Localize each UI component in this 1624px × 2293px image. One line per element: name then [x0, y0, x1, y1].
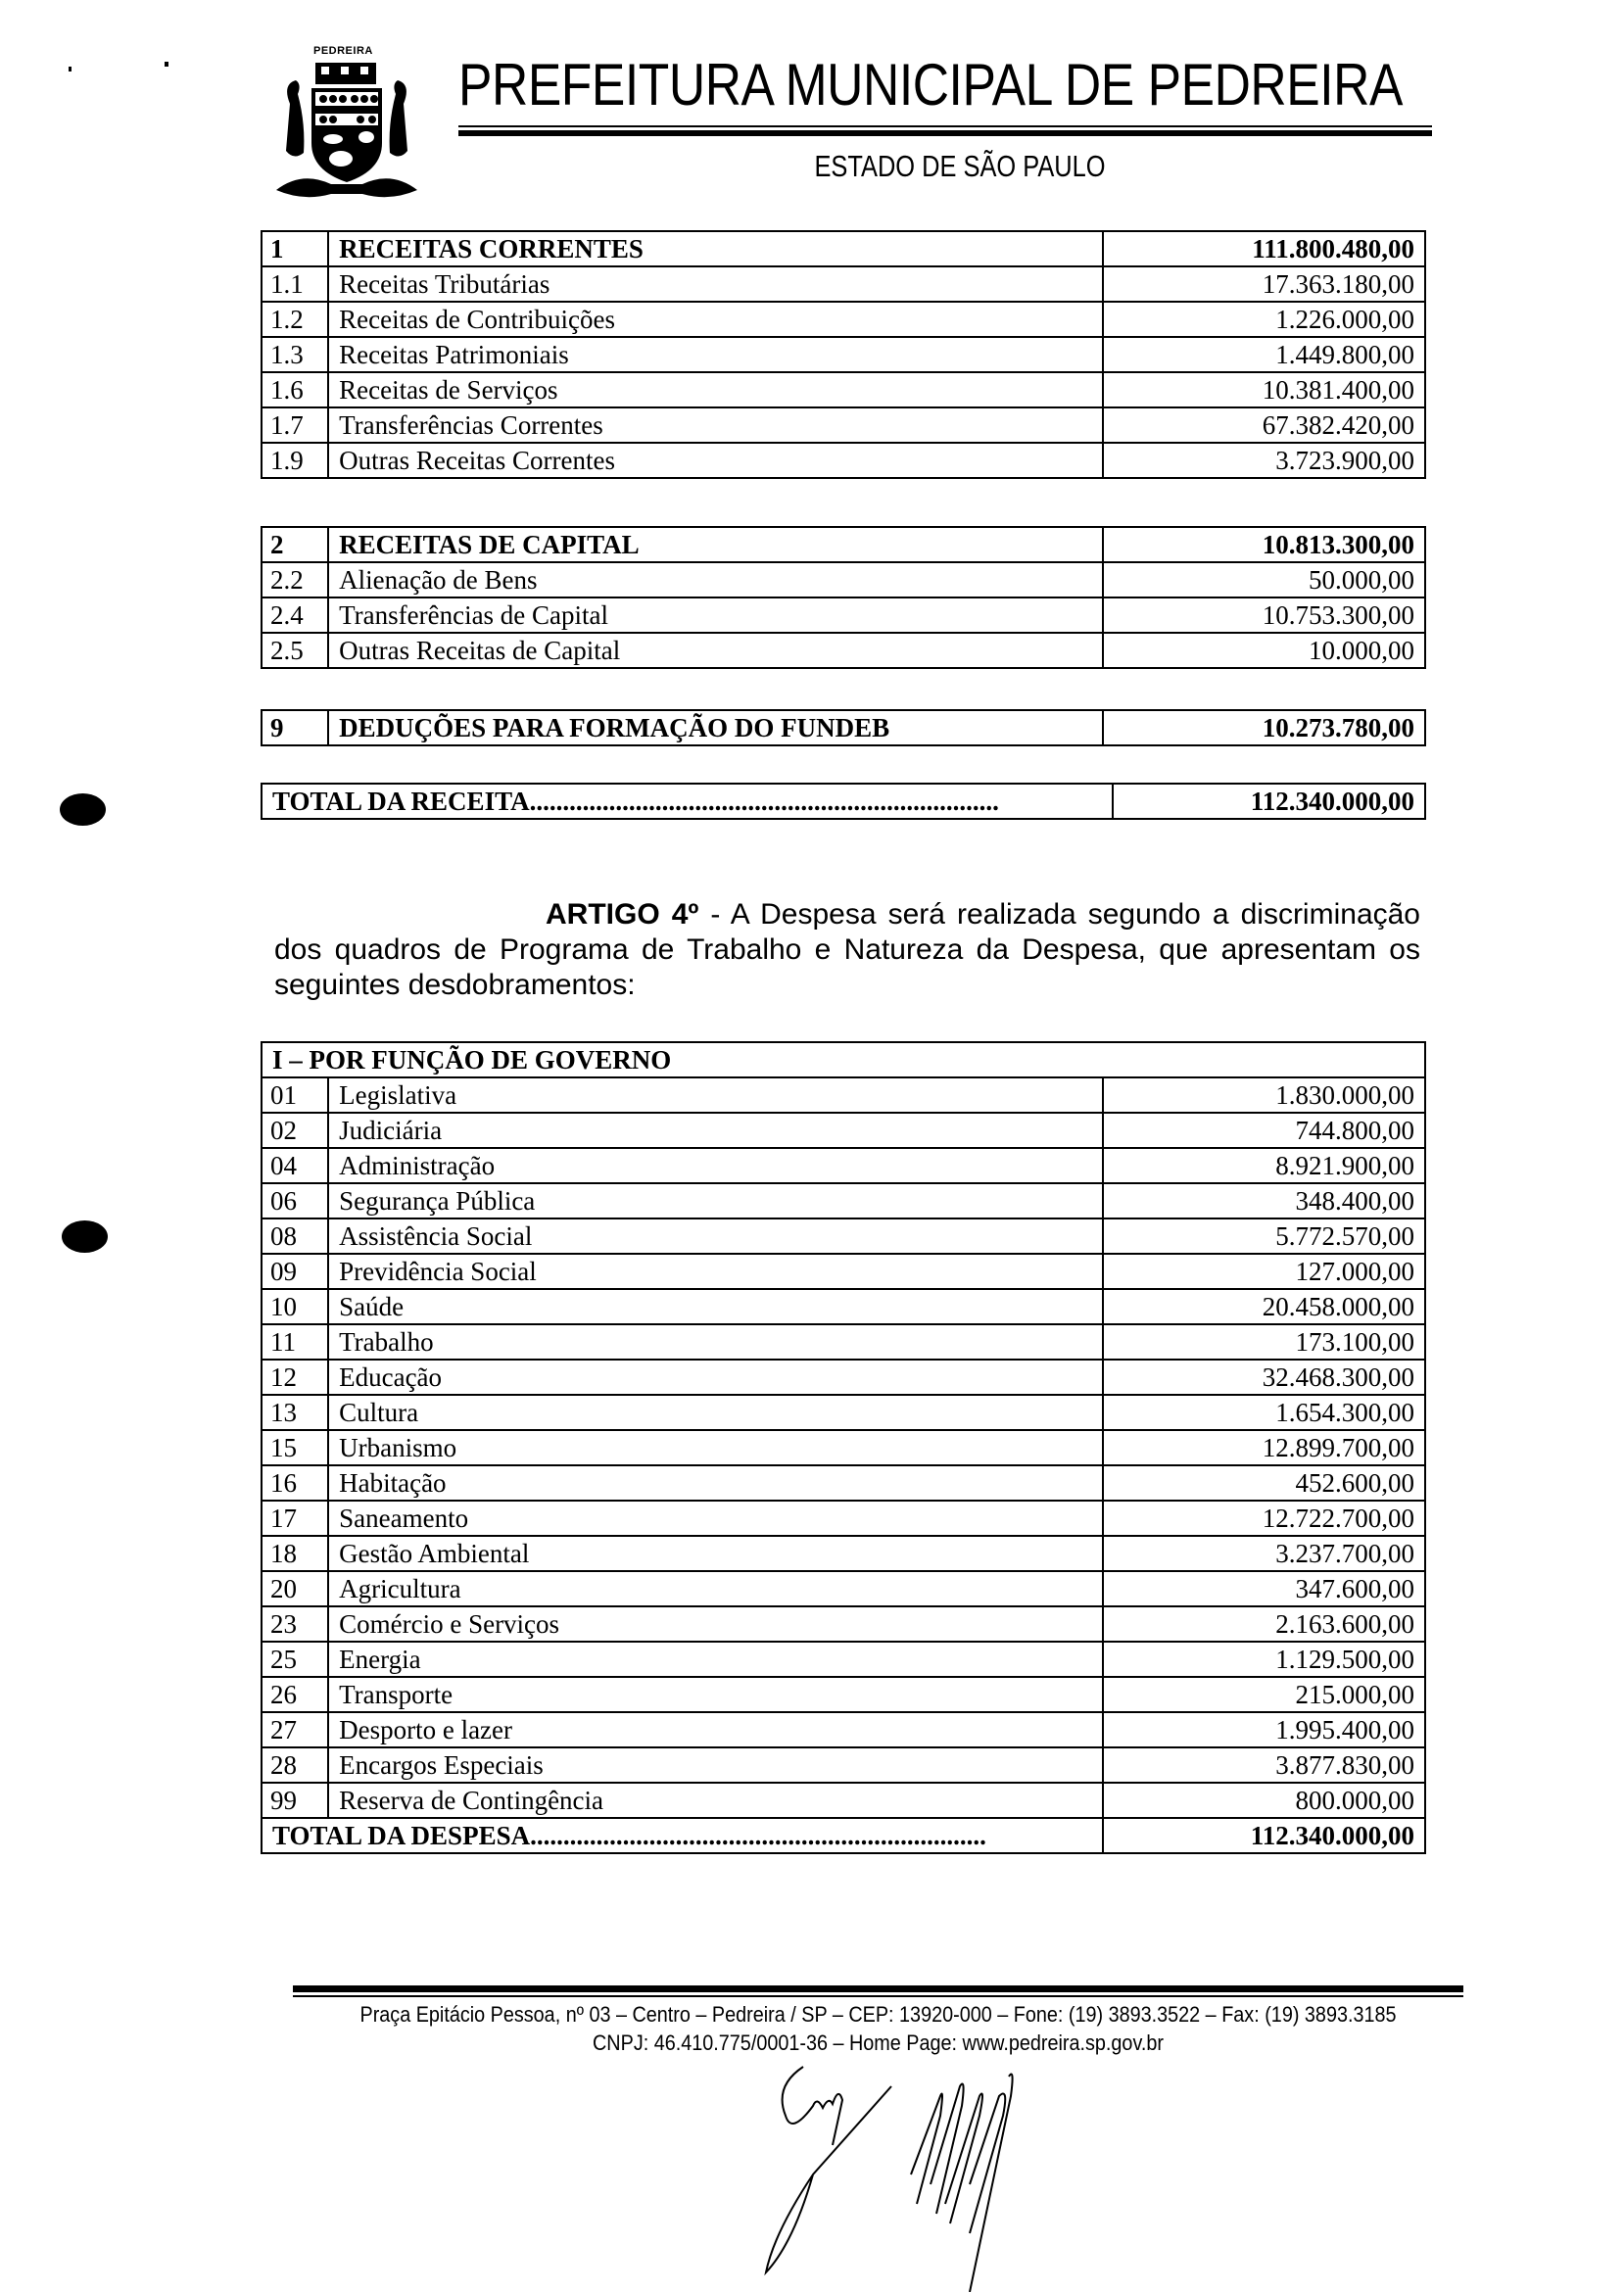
deducoes-table — [261, 709, 1426, 746]
table-row — [262, 562, 1425, 597]
table-row — [262, 443, 1425, 478]
value-cell: 3.237.700,00 — [1103, 1536, 1425, 1571]
value-cell: 12.899.700,00 — [1103, 1430, 1425, 1465]
value-cell: 8.921.900,00 — [1103, 1148, 1425, 1183]
table-header-row — [262, 527, 1425, 562]
table-row — [262, 1536, 1425, 1571]
value-cell: 10.813.300,00 — [1103, 527, 1425, 562]
artigo-paragraph — [274, 897, 1420, 1003]
label-cell: Transferências Correntes — [328, 407, 1103, 443]
table-row — [262, 1395, 1425, 1430]
code-cell: 2.4 — [262, 597, 328, 633]
code-cell: 20 — [262, 1571, 328, 1606]
table-row — [262, 1254, 1425, 1289]
code-cell: 11 — [262, 1324, 328, 1360]
table-total-row — [262, 1818, 1425, 1853]
code-cell: 17 — [262, 1501, 328, 1536]
table-row — [262, 1430, 1425, 1465]
code-cell: 26 — [262, 1677, 328, 1712]
label-cell: Saneamento — [328, 1501, 1103, 1536]
code-cell: 08 — [262, 1218, 328, 1254]
value-cell: 800.000,00 — [1103, 1783, 1425, 1818]
code-cell: 1.7 — [262, 407, 328, 443]
value-cell: 5.772.570,00 — [1103, 1218, 1425, 1254]
table-row — [262, 597, 1425, 633]
table-row — [262, 1113, 1425, 1148]
label-cell: Judiciária — [328, 1113, 1103, 1148]
label-cell: Receitas Patrimoniais — [328, 337, 1103, 372]
scan-mark — [165, 62, 168, 67]
code-cell: 23 — [262, 1606, 328, 1642]
signature — [744, 2057, 1195, 2292]
label-cell: Urbanismo — [328, 1430, 1103, 1465]
label-cell: Legislativa — [328, 1077, 1103, 1113]
label-cell: Gestão Ambiental — [328, 1536, 1103, 1571]
table-row — [262, 1606, 1425, 1642]
table-row — [262, 337, 1425, 372]
value-cell: 452.600,00 — [1103, 1465, 1425, 1501]
table-row — [262, 784, 1425, 819]
punch-hole — [62, 1220, 108, 1253]
code-cell: 1.9 — [262, 443, 328, 478]
code-cell: 1.2 — [262, 302, 328, 337]
label-cell: Trabalho — [328, 1324, 1103, 1360]
table-row — [262, 1677, 1425, 1712]
code-cell: 16 — [262, 1465, 328, 1501]
label-cell: Desporto e lazer — [328, 1712, 1103, 1747]
label-cell: Receitas de Serviços — [328, 372, 1103, 407]
page-subtitle: ESTADO DE SÃO PAULO — [814, 149, 1106, 183]
code-cell: 2.5 — [262, 633, 328, 668]
code-cell: 1.3 — [262, 337, 328, 372]
value-cell: 1.830.000,00 — [1103, 1077, 1425, 1113]
table-row — [262, 633, 1425, 668]
table-row — [262, 1747, 1425, 1783]
footer-cnpj: CNPJ: 46.410.775/0001-36 – Home Page: www.pedreira.sp.gov.br — [593, 2030, 1164, 2055]
value-cell: 347.600,00 — [1103, 1571, 1425, 1606]
footer-rule — [293, 1985, 1463, 1992]
label-cell: Encargos Especiais — [328, 1747, 1103, 1783]
code-cell: 18 — [262, 1536, 328, 1571]
total-value: 112.340.000,00 — [1103, 1818, 1425, 1853]
code-cell: 27 — [262, 1712, 328, 1747]
code-cell: 01 — [262, 1077, 328, 1113]
value-cell: 10.753.300,00 — [1103, 597, 1425, 633]
code-cell: 04 — [262, 1148, 328, 1183]
table-row — [262, 1712, 1425, 1747]
value-cell: 127.000,00 — [1103, 1254, 1425, 1289]
table-row — [262, 1148, 1425, 1183]
table-row — [262, 407, 1425, 443]
value-cell: 67.382.420,00 — [1103, 407, 1425, 443]
label-cell: Transporte — [328, 1677, 1103, 1712]
label-cell: Receitas Tributárias — [328, 266, 1103, 302]
label-cell: Educação — [328, 1360, 1103, 1395]
label-cell: Saúde — [328, 1289, 1103, 1324]
total-label: TOTAL DA DESPESA..................................................................... — [262, 1818, 1103, 1853]
value-cell: 10.381.400,00 — [1103, 372, 1425, 407]
table-row — [262, 1642, 1425, 1677]
table-row — [262, 302, 1425, 337]
value-cell: 111.800.480,00 — [1103, 231, 1425, 266]
code-cell: 09 — [262, 1254, 328, 1289]
value-cell: 12.722.700,00 — [1103, 1501, 1425, 1536]
despesa-funcao-table — [261, 1041, 1426, 1854]
value-cell: 10.273.780,00 — [1103, 710, 1425, 745]
code-cell: 28 — [262, 1747, 328, 1783]
coat-of-arms-logo — [272, 45, 421, 202]
label-cell: RECEITAS DE CAPITAL — [328, 527, 1103, 562]
label-cell: Outras Receitas Correntes — [328, 443, 1103, 478]
value-cell: 1.995.400,00 — [1103, 1712, 1425, 1747]
table-row — [262, 1324, 1425, 1360]
value-cell: 1.226.000,00 — [1103, 302, 1425, 337]
label-cell: Habitação — [328, 1465, 1103, 1501]
total-label: TOTAL DA RECEITA....................................................................... — [262, 784, 1113, 819]
value-cell: 1.129.500,00 — [1103, 1642, 1425, 1677]
total-receita-table — [261, 783, 1426, 820]
table-row — [262, 1218, 1425, 1254]
table-title: I – POR FUNÇÃO DE GOVERNO — [262, 1042, 1425, 1077]
footer-address: Praça Epitácio Pessoa, nº 03 – Centro – Pedreira / SP – CEP: 13920-000 – Fone: (19) 3893.3522 – Fax: (19) 3893.3185 — [359, 2002, 1397, 2027]
value-cell: 1.654.300,00 — [1103, 1395, 1425, 1430]
value-cell: 744.800,00 — [1103, 1113, 1425, 1148]
page-title: PREFEITURA MUNICIPAL DE PEDREIRA — [458, 52, 1403, 118]
code-cell: 1.6 — [262, 372, 328, 407]
value-cell: 3.723.900,00 — [1103, 443, 1425, 478]
receitas-correntes-table — [261, 230, 1426, 479]
table-row — [262, 1783, 1425, 1818]
table-row — [262, 1571, 1425, 1606]
value-cell: 3.877.830,00 — [1103, 1747, 1425, 1783]
label-cell: Assistência Social — [328, 1218, 1103, 1254]
label-cell: Reserva de Contingência — [328, 1783, 1103, 1818]
code-cell: 02 — [262, 1113, 328, 1148]
label-cell: Energia — [328, 1642, 1103, 1677]
code-cell: 2.2 — [262, 562, 328, 597]
value-cell: 50.000,00 — [1103, 562, 1425, 597]
code-cell: 10 — [262, 1289, 328, 1324]
table-row — [262, 1289, 1425, 1324]
value-cell: 20.458.000,00 — [1103, 1289, 1425, 1324]
value-cell: 348.400,00 — [1103, 1183, 1425, 1218]
table-title-row — [262, 1042, 1425, 1077]
coat-of-arms-icon — [272, 45, 421, 202]
code-cell: 25 — [262, 1642, 328, 1677]
footer-rule — [293, 1995, 1463, 1997]
label-cell: Comércio e Serviços — [328, 1606, 1103, 1642]
label-cell: Segurança Pública — [328, 1183, 1103, 1218]
scan-mark — [69, 67, 72, 72]
code-cell: 2 — [262, 527, 328, 562]
label-cell: Transferências de Capital — [328, 597, 1103, 633]
value-cell: 17.363.180,00 — [1103, 266, 1425, 302]
label-cell: Administração — [328, 1148, 1103, 1183]
table-row — [262, 266, 1425, 302]
table-row — [262, 1077, 1425, 1113]
logo-label: PEDREIRA — [313, 45, 373, 57]
value-cell: 173.100,00 — [1103, 1324, 1425, 1360]
table-row — [262, 1501, 1425, 1536]
artigo-heading: ARTIGO 4º — [546, 898, 699, 931]
table-header-row — [262, 231, 1425, 266]
receitas-capital-table — [261, 526, 1426, 669]
code-cell: 06 — [262, 1183, 328, 1218]
value-cell: 2.163.600,00 — [1103, 1606, 1425, 1642]
table-row — [262, 710, 1425, 745]
label-cell: Alienação de Bens — [328, 562, 1103, 597]
header-rule — [458, 130, 1432, 136]
code-cell: 15 — [262, 1430, 328, 1465]
artigo-text: - A Despesa será realizada segundo a discriminação dos quadros de Programa de Trabalho e Natureza da Despesa, que apresentam os seguintes desdobramentos: — [274, 898, 1420, 1001]
code-cell: 99 — [262, 1783, 328, 1818]
code-cell: 1 — [262, 231, 328, 266]
code-cell: 1.1 — [262, 266, 328, 302]
value-cell: 1.449.800,00 — [1103, 337, 1425, 372]
value-cell: 215.000,00 — [1103, 1677, 1425, 1712]
punch-hole — [60, 793, 106, 826]
label-cell: Cultura — [328, 1395, 1103, 1430]
code-cell: 13 — [262, 1395, 328, 1430]
label-cell: Outras Receitas de Capital — [328, 633, 1103, 668]
label-cell: Agricultura — [328, 1571, 1103, 1606]
code-cell: 12 — [262, 1360, 328, 1395]
code-cell: 9 — [262, 710, 328, 745]
label-cell: RECEITAS CORRENTES — [328, 231, 1103, 266]
table-row — [262, 372, 1425, 407]
label-cell: DEDUÇÕES PARA FORMAÇÃO DO FUNDEB — [328, 710, 1103, 745]
table-row — [262, 1360, 1425, 1395]
header-rule — [458, 125, 1432, 127]
label-cell: Receitas de Contribuições — [328, 302, 1103, 337]
value-cell: 32.468.300,00 — [1103, 1360, 1425, 1395]
label-cell: Previdência Social — [328, 1254, 1103, 1289]
table-row — [262, 1183, 1425, 1218]
value-cell: 10.000,00 — [1103, 633, 1425, 668]
table-row — [262, 1465, 1425, 1501]
total-value: 112.340.000,00 — [1113, 784, 1425, 819]
